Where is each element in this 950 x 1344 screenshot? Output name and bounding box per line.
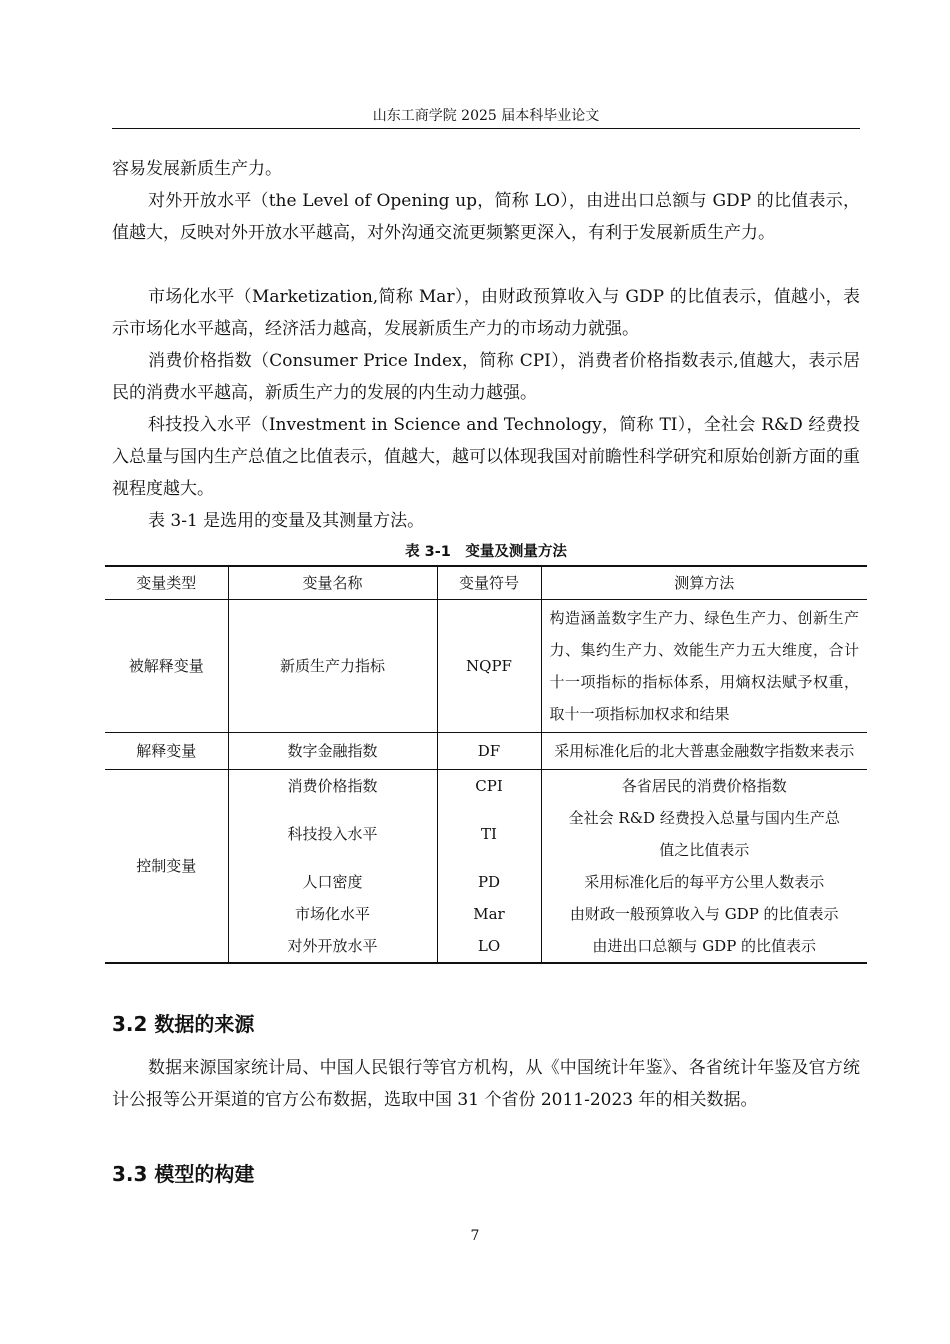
control-name: 科技投入水平	[228, 802, 437, 866]
section-heading-3-2: 3.2 数据的来源	[112, 1012, 255, 1036]
control-name: 市场化水平	[228, 898, 437, 930]
header-name: 变量名称	[228, 566, 437, 600]
control-method: 各省居民的消费价格指数	[621, 777, 787, 795]
table-header-row	[105, 566, 867, 600]
explanatory-type: 解释变量	[105, 733, 228, 770]
table-row	[105, 600, 867, 733]
control-name: 消费价格指数	[228, 770, 437, 803]
control-method: 采用标准化后的每平方公里人数表示	[584, 873, 825, 891]
control-method: 由进出口总额与 GDP 的比值表示	[592, 937, 817, 955]
explanatory-name: 数字金融指数	[228, 733, 437, 770]
paragraph-mar: 市场化水平（Marketization,简称 Mar），由财政预算收入与 GDP 的比值表示，值越小，表示市场化水平越高，经济活力越高，发展新质生产力的市场动力就强。	[112, 287, 860, 339]
control-name: 人口密度	[228, 866, 437, 898]
explanatory-method: 采用标准化后的北大普惠金融数字指数来表示	[554, 742, 855, 760]
header-rule	[112, 128, 860, 129]
control-symbol: PD	[437, 866, 541, 898]
section-heading-3-3: 3.3 模型的构建	[112, 1162, 255, 1186]
dependent-symbol: NQPF	[437, 600, 541, 733]
control-type: 控制变量	[105, 770, 228, 964]
control-symbol: Mar	[437, 898, 541, 930]
control-symbol: CPI	[437, 770, 541, 803]
paragraph-lo: 对外开放水平（the Level of Opening up，简称 LO），由进出口总额与 GDP 的比值表示，值越大，反映对外开放水平越高，对外沟通交流更频繁更深入，有利于发展新质生产力。	[112, 191, 860, 243]
paragraph-continuation: 容易发展新质生产力。	[112, 159, 282, 179]
paragraph-ti: 科技投入水平（Investment in Science and Technology，简称 TI），全社会 R&D 经费投入总量与国内生产总值之比值表示，值越大，越可以体现我国对前瞻性科学研究和原始创新方面的重视程度越大。	[112, 415, 860, 499]
page-number: 7	[470, 1228, 480, 1244]
header-symbol: 变量符号	[437, 566, 541, 600]
dependent-method: 构造涵盖数字生产力、绿色生产力、创新生产力、集约生产力、效能生产力五大维度，合计十一项指标的指标体系，用熵权法赋予权重，取十一项指标加权求和结果	[549, 609, 859, 723]
control-symbol: LO	[437, 930, 541, 963]
paragraph-cpi: 消费价格指数（Consumer Price Index，简称 CPI），消费者价格指数表示,值越大，表示居民的消费水平越高，新质生产力的发展的内生动力越强。	[112, 351, 860, 403]
variables-table	[105, 565, 867, 964]
table-caption: 表 3-1 变量及测量方法	[405, 544, 567, 560]
paragraph-table-intro: 表 3-1 是选用的变量及其测量方法。	[148, 511, 425, 531]
control-method: 由财政一般预算收入与 GDP 的比值表示	[569, 905, 839, 923]
control-name: 对外开放水平	[228, 930, 437, 963]
header-method: 测算方法	[674, 574, 735, 592]
explanatory-symbol: DF	[437, 733, 541, 770]
paragraph-data-source: 数据来源国家统计局、中国人民银行等官方机构，从《中国统计年鉴》、各省统计年鉴及官方统计公报等公开渠道的官方公布数据，选取中国 31 个省份 2011-2023 年的相关数据。	[112, 1058, 860, 1110]
dependent-name: 新质生产力指标	[228, 600, 437, 733]
control-method: 全社会 R&D 经费投入总量与国内生产总值之比值表示	[568, 809, 840, 859]
table-row	[105, 770, 867, 803]
dependent-type: 被解释变量	[105, 600, 228, 733]
table-row	[105, 733, 867, 770]
page-header-title: 山东工商学院 2025 届本科毕业论文	[372, 108, 600, 124]
header-type: 变量类型	[105, 566, 228, 600]
control-symbol: TI	[437, 802, 541, 866]
